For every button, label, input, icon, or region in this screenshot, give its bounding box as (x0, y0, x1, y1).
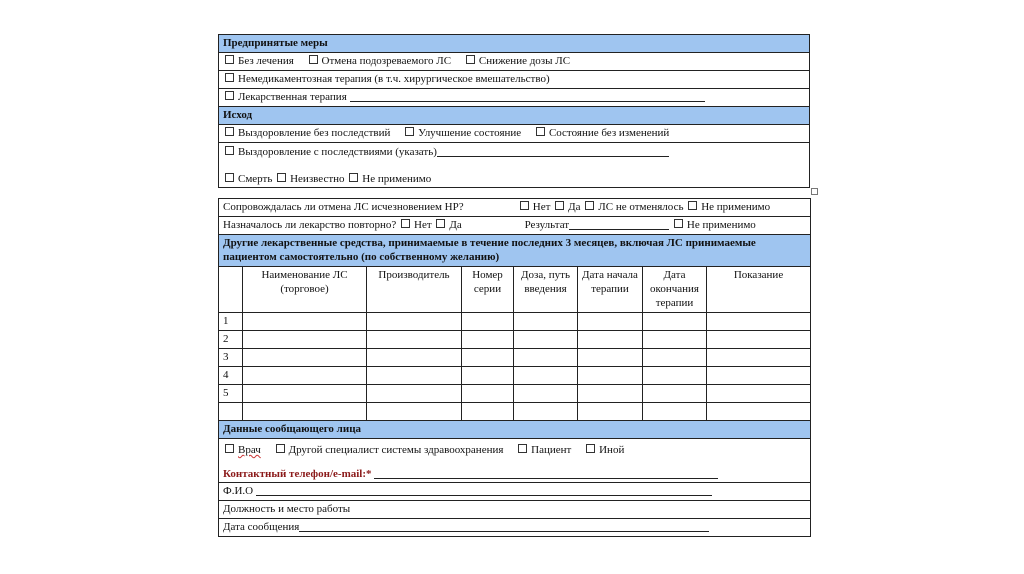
option-no-change[interactable]: Состояние без изменений (534, 127, 669, 139)
table-cell[interactable] (514, 403, 578, 421)
table-cell[interactable] (643, 403, 707, 421)
option-death[interactable]: Смерть (223, 173, 272, 185)
other-drugs-column-headers (219, 267, 811, 313)
checkbox[interactable] (401, 219, 410, 228)
option-recovery-with-sequelae[interactable]: Выздоровление с последствиями (указать) (223, 146, 437, 158)
table-row (219, 367, 811, 385)
date-label: Дата сообщения (223, 521, 300, 533)
column-header-index (219, 267, 243, 313)
checkbox[interactable] (225, 127, 234, 136)
table-row (219, 403, 811, 421)
rechallenge-row (219, 217, 811, 235)
measures-row-2 (219, 71, 810, 89)
table-cell[interactable] (367, 367, 462, 385)
option-doctor[interactable]: Врач (223, 444, 261, 456)
withdrawal-row (219, 199, 811, 217)
option-drug-therapy[interactable]: Лекарственная терапия (223, 91, 347, 103)
table-cell[interactable] (707, 313, 811, 331)
option-withdrawal-no[interactable]: Нет (518, 201, 551, 213)
checkbox[interactable] (225, 444, 234, 453)
table-cell[interactable] (578, 385, 643, 403)
table-row (219, 385, 811, 403)
option-other[interactable]: Иной (584, 444, 624, 456)
table-cell[interactable] (707, 385, 811, 403)
option-withdrawal-yes[interactable]: Да (553, 201, 580, 213)
option-withdrawal-not-withdrawn[interactable]: ЛС не отменялось (583, 201, 683, 213)
row-number: 2 (219, 331, 243, 349)
table-cell[interactable] (643, 385, 707, 403)
table-cell[interactable] (643, 313, 707, 331)
sequelae-field[interactable] (437, 145, 669, 157)
table-cell[interactable] (578, 349, 643, 367)
table-cell[interactable] (578, 403, 643, 421)
reporter-date-row (219, 519, 811, 537)
column-header-drug-name: Наименование ЛС (торговое) (243, 267, 367, 313)
rechallenge-question: Назначалось ли лекарство повторно? (223, 219, 397, 231)
details-table (218, 198, 811, 537)
position-label: Должность и место работы (223, 503, 351, 515)
table-cell[interactable] (462, 331, 514, 349)
column-header-dose: Доза, путь введения (514, 267, 578, 313)
fio-label: Ф.И.О (223, 485, 254, 497)
checkbox[interactable] (309, 55, 318, 64)
column-header-indication: Показание (707, 267, 811, 313)
table-row (219, 349, 811, 367)
measures-row-1 (219, 53, 810, 71)
column-header-manufacturer: Производитель (367, 267, 462, 313)
checkbox[interactable] (555, 201, 564, 210)
checkbox[interactable] (349, 173, 358, 182)
row-number: 5 (219, 385, 243, 403)
checkbox[interactable] (225, 55, 234, 64)
checkbox[interactable] (405, 127, 414, 136)
option-not-applicable[interactable]: Не применимо (347, 173, 431, 185)
report-form (218, 34, 810, 537)
outcome-row-1 (219, 125, 810, 143)
checkbox[interactable] (518, 444, 527, 453)
checkbox[interactable] (225, 146, 234, 155)
table-row (219, 313, 811, 331)
table-cell[interactable] (243, 403, 367, 421)
checkbox[interactable] (276, 444, 285, 453)
table-cell[interactable] (514, 313, 578, 331)
checkbox[interactable] (225, 173, 234, 182)
checkbox[interactable] (436, 219, 445, 228)
result-label: Результат (524, 219, 570, 231)
checkbox[interactable] (520, 201, 529, 210)
option-rechallenge-yes[interactable]: Да (434, 219, 461, 231)
column-header-end-date: Дата окончания терапии (643, 267, 707, 313)
contact-label: Контактный телефон/e-mail:* (223, 468, 372, 480)
checkbox[interactable] (586, 444, 595, 453)
result-field[interactable] (569, 218, 669, 230)
table-cell[interactable] (462, 403, 514, 421)
table-cell[interactable] (367, 403, 462, 421)
option-non-drug-therapy[interactable]: Немедикаментозная терапия (в т.ч. хирургическое вмешательство) (223, 73, 550, 85)
table-cell[interactable] (707, 367, 811, 385)
table-cell[interactable] (707, 403, 811, 421)
measures-row-3 (219, 89, 810, 107)
option-dose-reduction[interactable]: Снижение дозы ЛС (464, 55, 570, 67)
option-withdraw-drug[interactable]: Отмена подозреваемого ЛС (307, 55, 452, 67)
table-cell[interactable] (707, 331, 811, 349)
checkbox[interactable] (674, 219, 683, 228)
table-cell[interactable] (643, 331, 707, 349)
table-cell[interactable] (243, 331, 367, 349)
table-cell[interactable] (243, 367, 367, 385)
option-recovery-no-sequelae[interactable]: Выздоровление без последствий (223, 127, 390, 139)
option-unknown[interactable]: Неизвестно (275, 173, 344, 185)
option-rechallenge-no[interactable]: Нет (399, 219, 432, 231)
option-withdrawal-na[interactable]: Не применимо (686, 201, 770, 213)
reporter-row-1 (219, 439, 811, 483)
table-cell[interactable] (514, 349, 578, 367)
row-number: 1 (219, 313, 243, 331)
option-other-specialist[interactable]: Другой специалист системы здравоохранения (274, 444, 504, 456)
checkbox[interactable] (585, 201, 594, 210)
table-cell[interactable] (578, 313, 643, 331)
table-cell[interactable] (367, 313, 462, 331)
outcome-row-2 (219, 143, 810, 188)
table-cell[interactable] (514, 367, 578, 385)
table-cell[interactable] (367, 331, 462, 349)
table-cell[interactable] (514, 331, 578, 349)
table-cell[interactable] (462, 349, 514, 367)
table-cell[interactable] (643, 367, 707, 385)
table-row (219, 331, 811, 349)
measures-outcome-table (218, 34, 810, 188)
table-cell[interactable] (578, 331, 643, 349)
measures-header: Предпринятые меры (219, 35, 810, 53)
fio-field[interactable] (256, 484, 712, 496)
table-cell[interactable] (243, 349, 367, 367)
date-field[interactable] (299, 520, 709, 532)
table-cell[interactable] (578, 367, 643, 385)
drug-therapy-field[interactable] (350, 90, 705, 102)
table-cell[interactable] (462, 313, 514, 331)
table-cell[interactable] (243, 385, 367, 403)
withdrawal-question: Сопровождалась ли отмена ЛС исчезновением НР? (223, 201, 464, 213)
option-no-treatment[interactable]: Без лечения (223, 55, 294, 67)
table-cell[interactable] (707, 349, 811, 367)
option-patient[interactable]: Пациент (516, 444, 571, 456)
other-drugs-header: Другие лекарственные средства, принимаемые в течение последних 3 месяцев, включая ЛС принимаемые пациентом самостоятельно (по собственному желанию) (219, 235, 811, 267)
option-improvement[interactable]: Улучшение состояние (403, 127, 521, 139)
reporter-position-row (219, 501, 811, 519)
table-cell[interactable] (367, 349, 462, 367)
table-cell[interactable] (243, 313, 367, 331)
row-number: 3 (219, 349, 243, 367)
checkbox[interactable] (225, 73, 234, 82)
table-anchor-handle[interactable] (811, 188, 818, 195)
column-header-batch: Номер серии (462, 267, 514, 313)
row-number: 4 (219, 367, 243, 385)
checkbox[interactable] (225, 91, 234, 100)
checkbox[interactable] (536, 127, 545, 136)
table-cell[interactable] (643, 349, 707, 367)
reporter-header: Данные сообщающего лица (219, 421, 811, 439)
table-cell[interactable] (462, 367, 514, 385)
reporter-fio-row (219, 483, 811, 501)
checkbox[interactable] (688, 201, 697, 210)
checkbox[interactable] (466, 55, 475, 64)
column-header-start-date: Дата начала терапии (578, 267, 643, 313)
outcome-header: Исход (219, 107, 810, 125)
table-cell[interactable] (462, 385, 514, 403)
table-cell[interactable] (514, 385, 578, 403)
option-rechallenge-na[interactable]: Не применимо (672, 219, 756, 231)
contact-field[interactable] (374, 467, 718, 479)
table-cell[interactable] (367, 385, 462, 403)
row-number (219, 403, 243, 421)
checkbox[interactable] (277, 173, 286, 182)
